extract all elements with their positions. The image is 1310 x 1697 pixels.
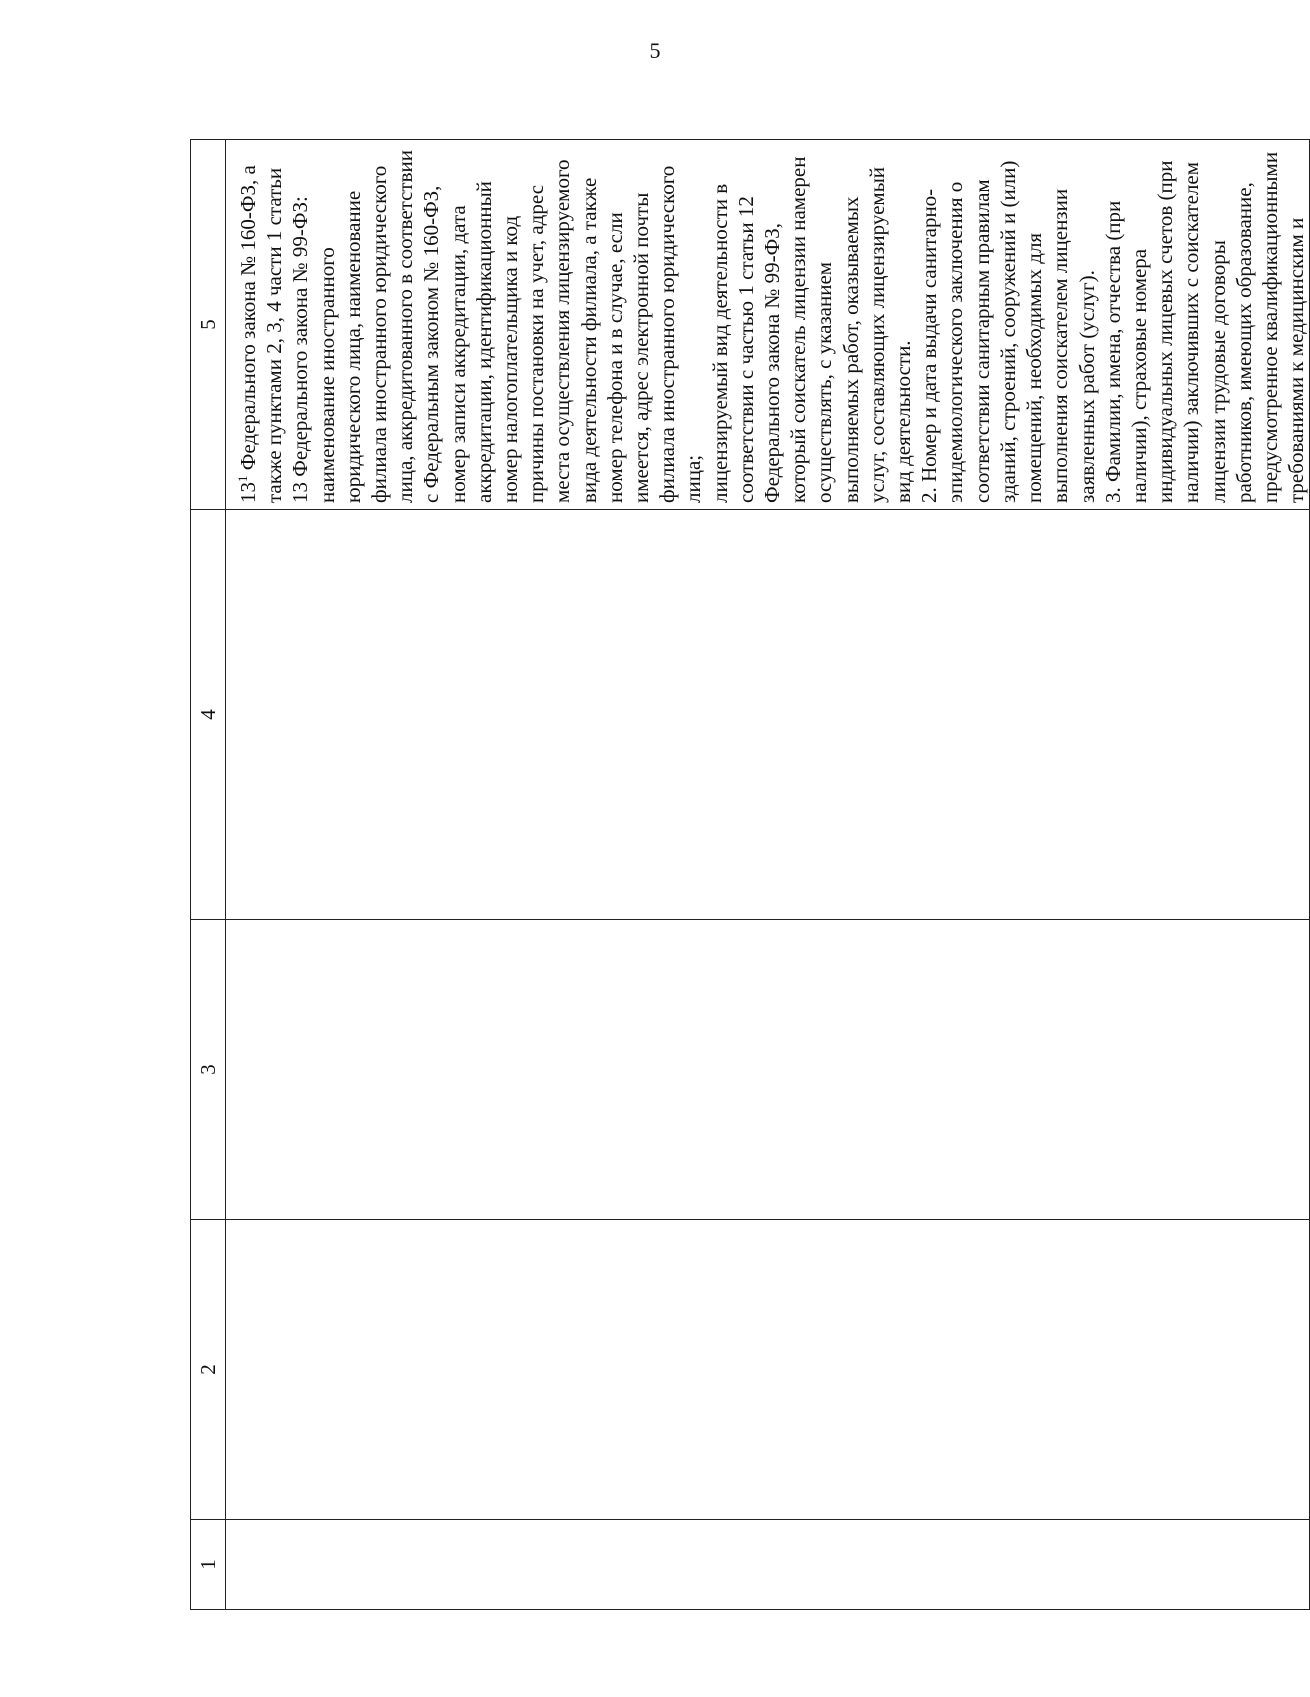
page-number: 5: [649, 38, 661, 63]
article-number: 13: [236, 482, 260, 503]
document-table: [190, 139, 1310, 1610]
requirements-text: Федерального закона № 160-ФЗ, а также пунктами 2, 3, 4 части 1 статьи 13 Федерального закона № 99-ФЗ: наименование иностранного юридического лица, наименование филиала иностранного юридического лица, аккредитованного в соответствии с Федеральным законом № 160-ФЗ, номер записи аккредитации, дата аккредитации, идентификационный номер налогоплательщика и код причины постановки на учет, адрес места осуществления лицензируемого вида деятельности филиала, а также номер телефона и в случае, если имеется, адрес электронной почты филиала иностранного юридического лица; лицензируемый вид деятельности в соответствии с частью 1 статьи 12 Федерального закона № 99-ФЗ, который соискатель лицензии намерен осуществлять, с указанием выполняемых работ, оказываемых услуг, составляющих лицензируемый вид деятельности. 2. Номер и дата выдачи санитарно-эпидемиологического заключения о соответствии санитарным правилам зданий, строений, сооружений и (или) помещений, необходимых для выполнения соискателем лицензии заявленных работ (услуг). 3. Фамилии, имена, отчества (при наличии), страховые номера индивидуальных лицевых счетов (при наличии) заключивших с соискателем лицензии трудовые договоры работников, имеющих образование, предусмотренное квалификационными требованиями к медицинским и: [236, 150, 1309, 503]
table-header-row: [191, 140, 226, 1610]
rotated-table-container: [190, 140, 1309, 1610]
cell-col5-text: [226, 140, 1309, 509]
column-header-4: 4: [191, 510, 226, 920]
cell-col1: [226, 1520, 1310, 1610]
column-header-1: 1: [191, 1520, 226, 1610]
cell-col3: [226, 920, 1310, 1220]
cell-col5: [226, 140, 1310, 510]
article-superscript: 1: [235, 475, 250, 482]
column-header-2: 2: [191, 1220, 226, 1520]
column-header-3: 3: [191, 920, 226, 1220]
cell-col2: [226, 1220, 1310, 1520]
column-header-5: 5: [191, 140, 226, 510]
table-row: [226, 140, 1310, 1610]
cell-col4: [226, 510, 1310, 920]
